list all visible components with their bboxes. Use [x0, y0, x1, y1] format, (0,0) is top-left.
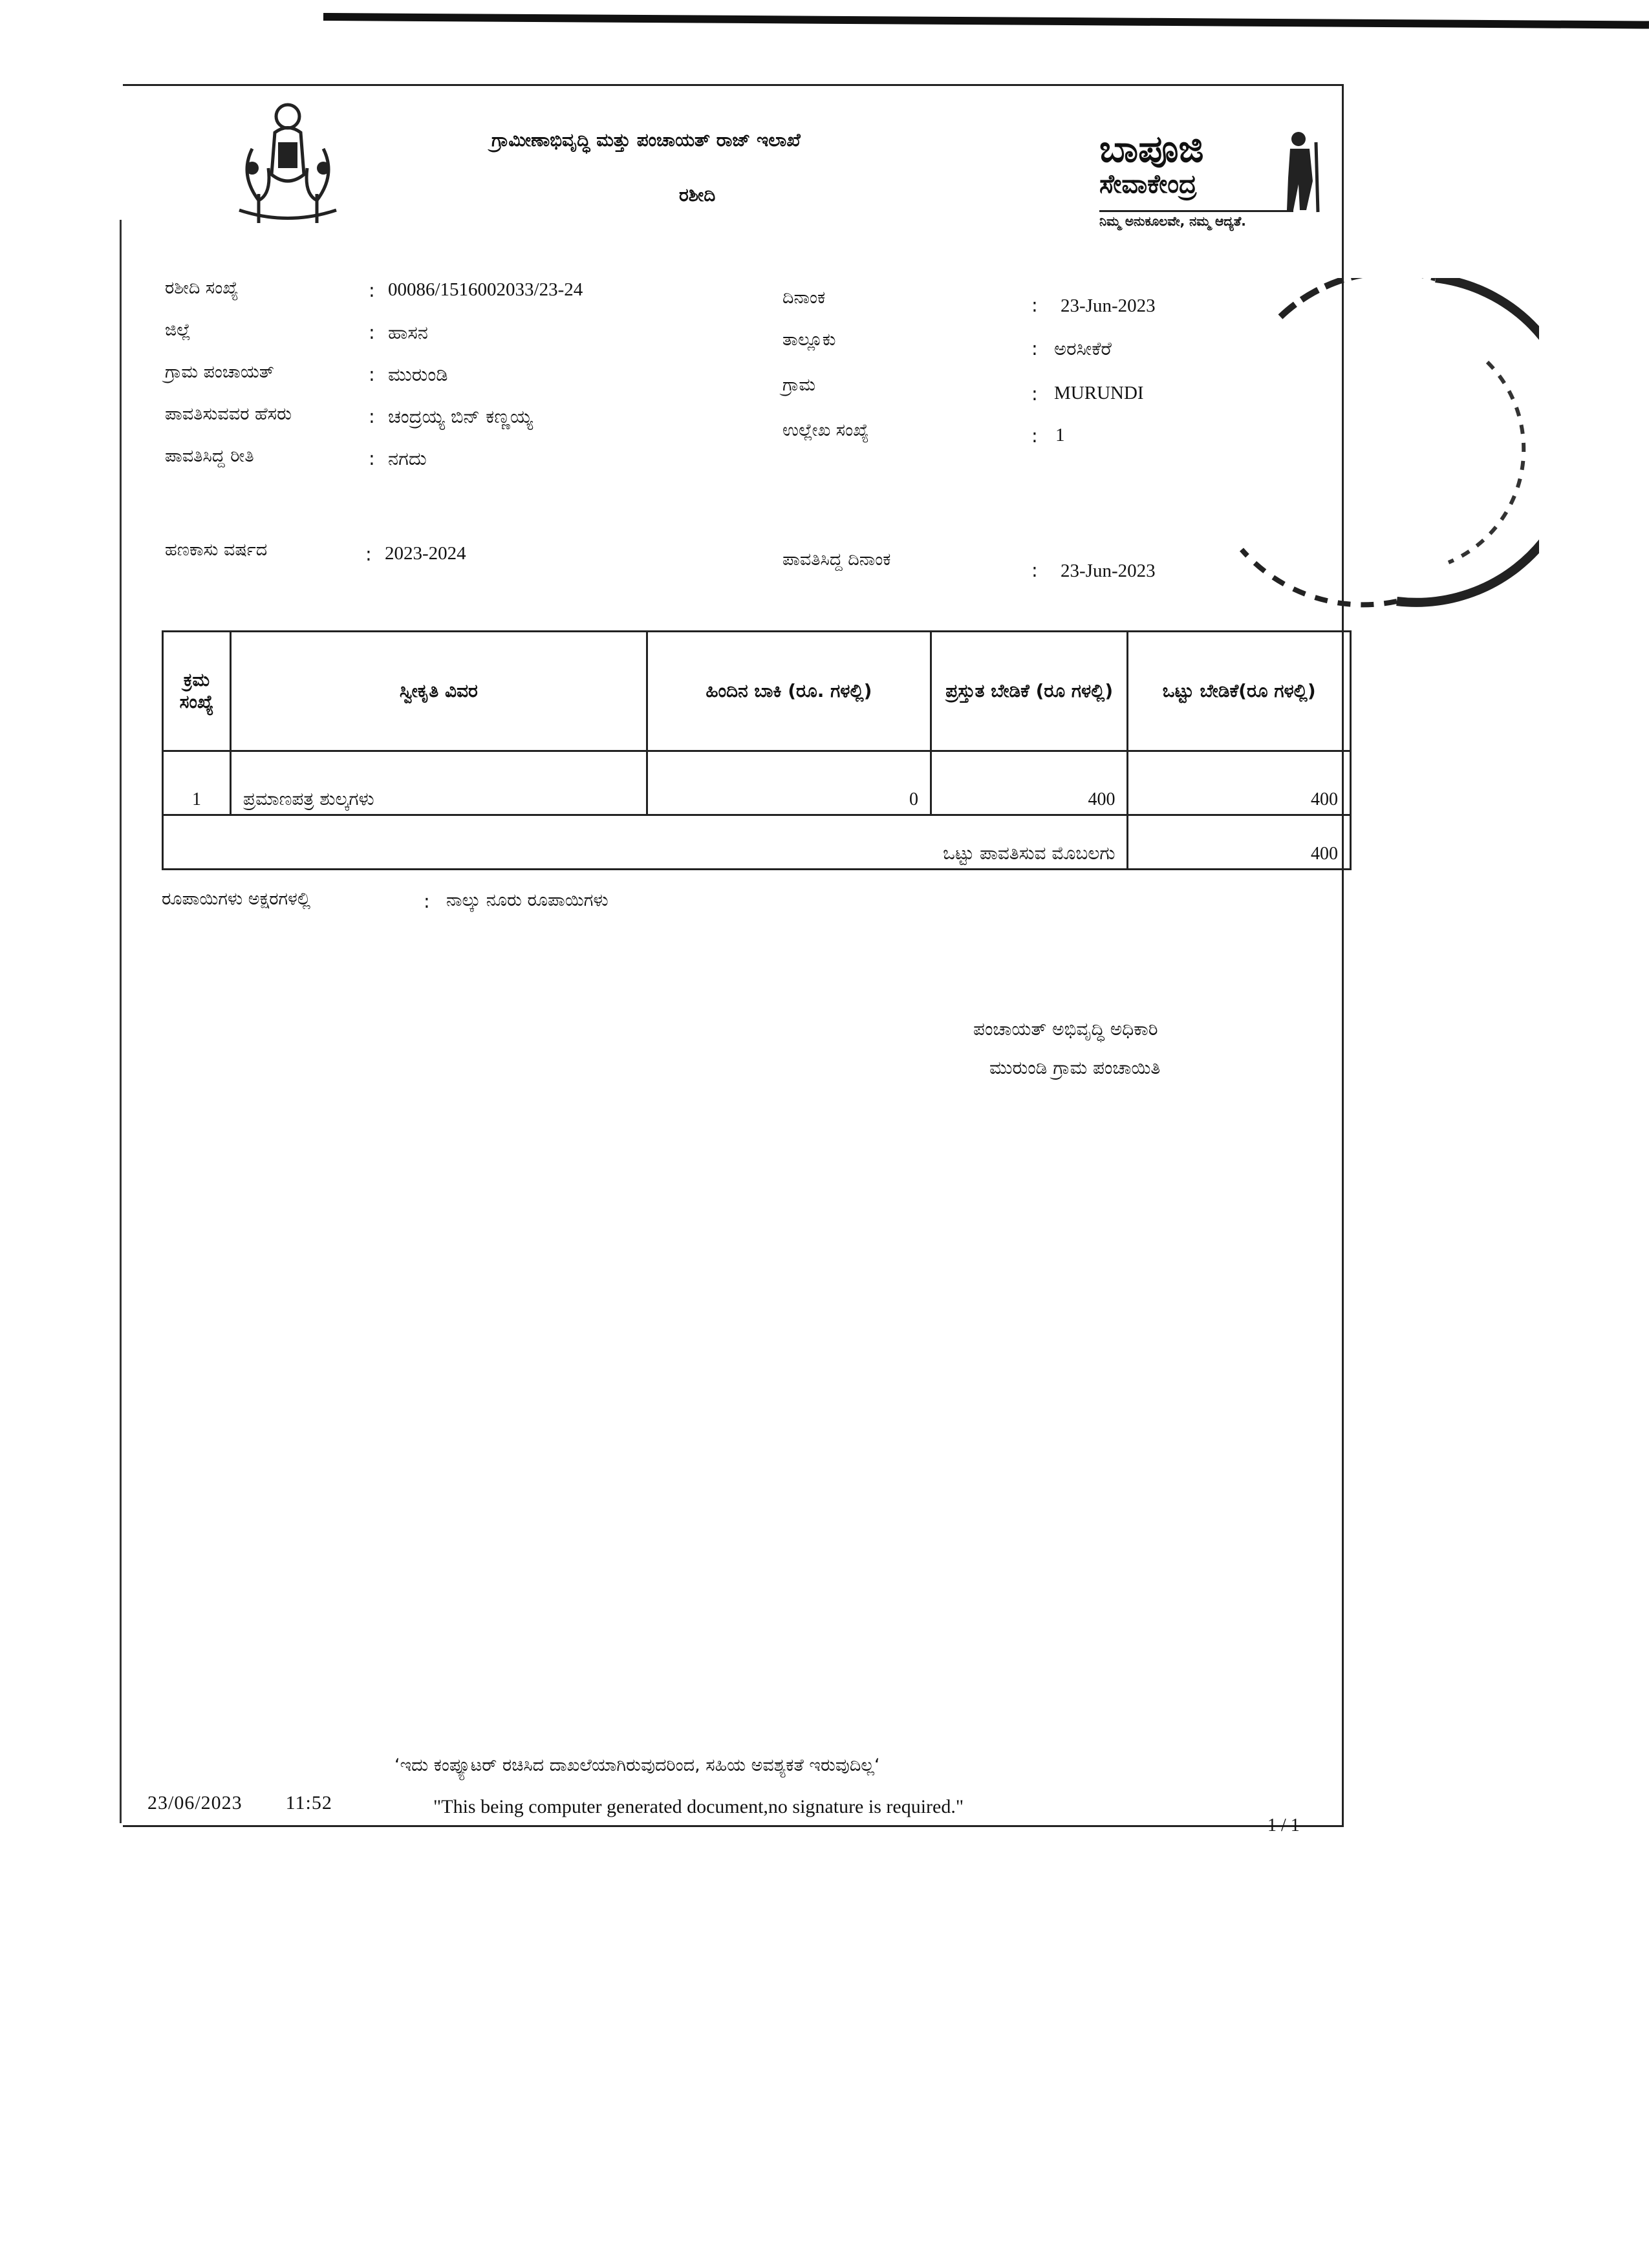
grand-total-label: ಒಟ್ಟು ಪಾವತಿಸುವ ಮೊಬಲಗು — [163, 815, 1128, 870]
field-label-paid-date: ಪಾವತಿಸಿದ್ದ ದಿನಾಂಕ — [782, 550, 891, 570]
colon: : — [1031, 425, 1038, 447]
field-value-taluk: ಅರಸೀಕೆರೆ — [1054, 337, 1112, 359]
cell-current-demand: 400 — [931, 751, 1128, 815]
logo-sub: ಸೇವಾಕೇಂದ್ರ — [1099, 169, 1197, 199]
header-current-demand: ಪ್ರಸ್ತುತ ಬೇಡಿಕೆ (ರೂ ಗಳಲ್ಲಿ) — [931, 632, 1128, 751]
colon: : — [369, 279, 375, 301]
colon: : — [365, 543, 372, 565]
field-label-district: ಜಿಲ್ಲೆ — [165, 320, 191, 340]
field-label-payment-mode: ಪಾವತಿಸಿದ್ದ ರೀತಿ — [165, 446, 254, 466]
colon: : — [1031, 337, 1038, 359]
field-value-district: ಹಾಸನ — [388, 321, 428, 343]
grand-total-value: 400 — [1128, 815, 1351, 870]
amount-in-words-label: ರೂಪಾಯಿಗಳು ಅಕ್ಷರಗಳಲ್ಲಿ — [162, 889, 311, 909]
print-date: 23/06/2023 — [147, 1792, 242, 1813]
colon: : — [369, 405, 375, 427]
field-label-financial-year: ಹಣಕಾಸು ವರ್ಷದ — [165, 540, 268, 560]
bapuji-figure-icon — [1274, 129, 1326, 213]
field-value-gram-panchayat: ಮುರುಂಡಿ — [388, 363, 448, 385]
logo-name: ಬಾಪೂಜಿ — [1099, 127, 1204, 171]
logo-underline — [1099, 210, 1293, 212]
amount-in-words-value: ನಾಲ್ಕು ನೂರು ರೂಪಾಯಿಗಳು — [446, 890, 609, 910]
field-label-taluk: ತಾಲ್ಲೂಕು — [782, 330, 836, 350]
footer-note-english: "This being computer generated document,no signature is required." — [433, 1796, 964, 1817]
field-label-receipt-no: ರಶೀದಿ ಸಂಖ್ಯೆ — [165, 278, 239, 298]
print-time: 11:52 — [285, 1792, 332, 1813]
colon: : — [424, 890, 430, 912]
table-header-row — [163, 632, 1351, 751]
colon: : — [369, 363, 375, 385]
colon: : — [369, 321, 375, 343]
page-left-edge — [120, 220, 122, 1823]
table-total-row — [163, 815, 1351, 870]
footer-note-kannada: ‘ಇದು ಕಂಪ್ಯೂಟರ್ ರಚಿಸಿದ ದಾಖಲೆಯಾಗಿರುವುದರಿಂದ, ಸಹಿಯ ಅವಶ್ಯಕತೆ ಇರುವುದಿಲ್ಲ‘ — [394, 1755, 880, 1775]
signatory-title: ಪಂಚಾಯತ್ ಅಭಿವೃದ್ಧಿ ಅಧಿಕಾರಿ — [973, 1018, 1158, 1040]
receipt-title: ರಶೀದಿ — [679, 184, 716, 206]
signatory-office: ಮುರುಂಡಿ ಗ್ರಾಮ ಪಂಚಾಯಿತಿ — [989, 1057, 1161, 1078]
field-value-date: 23-Jun-2023 — [1061, 295, 1156, 316]
logo-tagline: ನಿಮ್ಮ ಅನುಕೂಲವೇ, ನಮ್ಮ ಆದ್ಯತೆ. — [1099, 213, 1246, 229]
cell-total-demand: 400 — [1128, 751, 1351, 815]
header-description: ಸ್ವೀಕೃತಿ ವಿವರ — [230, 632, 647, 751]
page-border — [123, 84, 1344, 1827]
field-label-village: ಗ್ರಾಮ — [782, 375, 816, 395]
header-previous-due: ಹಿಂದಿನ ಬಾಕಿ (ರೂ. ಗಳಲ್ಲಿ) — [647, 632, 931, 751]
field-value-paid-date: 23-Jun-2023 — [1061, 561, 1156, 581]
office-stamp — [1203, 278, 1539, 614]
field-value-financial-year: 2023-2024 — [385, 543, 466, 564]
field-label-date: ದಿನಾಂಕ — [782, 288, 826, 308]
table-row — [163, 751, 1351, 815]
field-label-payer-name: ಪಾವತಿಸುವವರ ಹೆಸರು — [165, 404, 292, 424]
header-total-demand: ಒಟ್ಟು ಬೇಡಿಕೆ(ರೂ ಗಳಲ್ಲಿ) — [1128, 632, 1351, 751]
field-label-gram-panchayat: ಗ್ರಾಮ ಪಂಚಾಯತ್ — [165, 362, 274, 382]
field-value-reference-no: 1 — [1055, 425, 1065, 445]
cell-previous-due: 0 — [647, 751, 931, 815]
scan-top-line — [323, 13, 1649, 29]
cell-description: ಪ್ರಮಾಣಪತ್ರ ಶುಲ್ಕಗಳು — [230, 751, 647, 815]
print-timestamp — [147, 1792, 332, 1814]
bapuji-logo — [1099, 129, 1358, 239]
field-value-receipt-no: 00086/1516002033/23-24 — [388, 279, 583, 300]
field-label-reference-no: ಉಲ್ಲೇಖ ಸಂಖ್ಯೆ — [782, 420, 869, 440]
field-value-payer-name: ಚಂದ್ರಯ್ಯ ಬಿನ್ ಕಣ್ಣಯ್ಯ — [388, 405, 533, 427]
colon: : — [1031, 559, 1038, 581]
page-number: 1 / 1 — [1267, 1815, 1300, 1835]
colon: : — [1031, 294, 1038, 316]
field-value-payment-mode: ನಗದು — [388, 447, 427, 469]
colon: : — [369, 447, 375, 469]
header-serial: ಕ್ರಮ ಸಂಖ್ಯೆ — [163, 632, 231, 751]
colon: : — [1031, 383, 1038, 405]
receipt-items-table — [162, 630, 1352, 870]
karnataka-emblem-icon — [213, 97, 362, 239]
field-value-village: MURUNDI — [1054, 383, 1144, 403]
department-title: ಗ್ರಾಮೀಣಾಭಿವೃದ್ಧಿ ಮತ್ತು ಪಂಚಾಯತ್ ರಾಜ್ ಇಲಾಖೆ — [491, 129, 801, 151]
cell-serial: 1 — [163, 751, 231, 815]
